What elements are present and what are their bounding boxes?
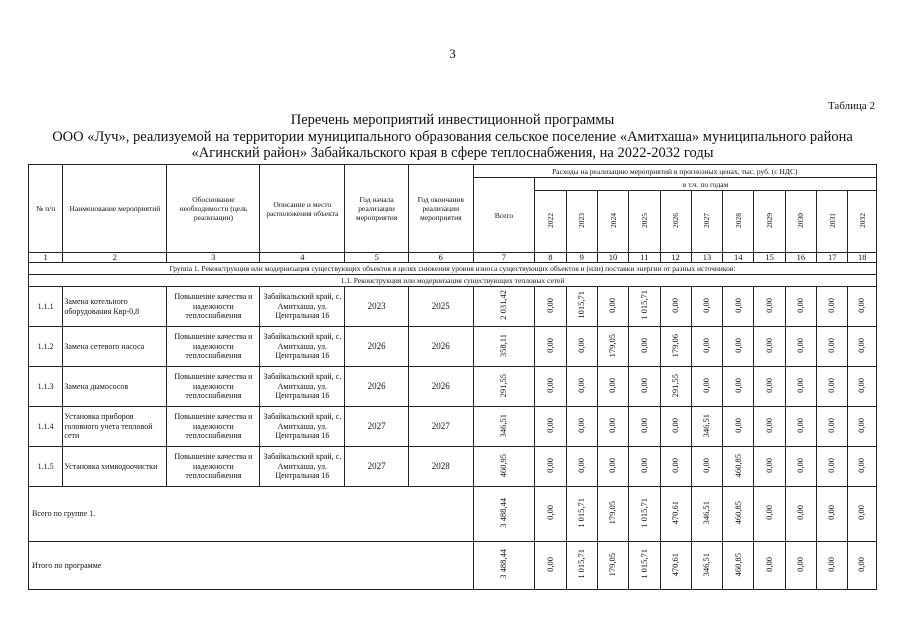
row-year-value: 460,85 [732, 453, 743, 477]
header-year-2027-cell [691, 191, 722, 253]
row-year-value-cell [566, 407, 597, 447]
row-year-value-cell [535, 367, 566, 407]
row-year-value: 0,00 [856, 377, 867, 393]
row-justification: Повышение качества и надежности теплоснабжения [167, 287, 260, 327]
investment-program-table [28, 164, 877, 590]
row-year-value-cell [817, 327, 848, 367]
row-year-value-cell [597, 447, 628, 487]
row-year-value: 0,00 [607, 457, 618, 473]
row-year-value-cell [660, 287, 691, 327]
row-year-value: 0,00 [826, 297, 837, 313]
title-line-3: «Агинский район» Забайкальского края в сфере теплоснабжения, на 2022-2032 годы [191, 145, 714, 161]
header-year-2029: 2029 [765, 213, 775, 228]
row-year-value: 0,00 [795, 297, 806, 313]
row-year-value: 0,00 [669, 297, 680, 313]
header-year-2028: 2028 [733, 213, 743, 228]
row-end-year: 2026 [408, 367, 473, 407]
row-year-value: 0,00 [795, 457, 806, 473]
row-year-value-cell [817, 287, 848, 327]
header-by-years: в т.ч. по годам [535, 178, 877, 191]
row-name: Установка приборов головного учета тепловой сети [63, 407, 167, 447]
column-number: 6 [408, 253, 473, 263]
row-total: 358,11 [498, 333, 509, 357]
row-name: Замена котельного оборудования Квр-0,8 [63, 287, 167, 327]
row-year-value: 0,00 [607, 297, 618, 313]
group-total-row-year-value: 179,05 [607, 501, 618, 525]
header-year-2026: 2026 [671, 213, 681, 228]
row-year-value-cell [629, 367, 660, 407]
group-total-row-year-value: 1 015,71 [638, 497, 649, 528]
row-year-value-cell [597, 407, 628, 447]
row-year-value: 0,00 [544, 417, 555, 433]
row-total: 2 031,42 [498, 290, 509, 321]
header-year-2032: 2032 [857, 213, 867, 228]
row-year-value-cell [691, 287, 722, 327]
column-number: 15 [754, 253, 785, 263]
row-year-value-cell [566, 327, 597, 367]
row-total-cell [473, 327, 535, 367]
row-start-year: 2026 [345, 327, 409, 367]
program-total-row-year-value: 0,00 [763, 556, 774, 572]
row-total: 460,95 [498, 453, 509, 477]
row-year-value-cell [566, 447, 597, 487]
column-number: 11 [629, 253, 660, 263]
row-year-value: 0,00 [763, 457, 774, 473]
row-year-value-cell [723, 287, 754, 327]
column-number: 4 [260, 253, 345, 263]
row-year-value-cell [597, 327, 628, 367]
group-total-row-year-value: 470,61 [669, 501, 680, 525]
row-year-value: 0,00 [544, 297, 555, 313]
row-year-value: 0,00 [763, 337, 774, 353]
program-total-row-year-value: 179,05 [607, 552, 618, 576]
row-year-value: 0,00 [638, 417, 649, 433]
header-year-2029-cell [754, 191, 785, 253]
group-total-row-year-value-cell [817, 487, 848, 542]
program-total-row-year-value-cell [566, 542, 597, 590]
row-year-value: 0,00 [575, 457, 586, 473]
row-year-value-cell [754, 407, 785, 447]
program-total-row-year-value-cell [660, 542, 691, 590]
row-start-year: 2027 [345, 407, 409, 447]
header-year-2027: 2027 [702, 213, 712, 228]
row-year-value-cell [848, 407, 877, 447]
header-year-2024-cell [597, 191, 628, 253]
program-total-row-year-value-cell [848, 542, 877, 590]
header-year-2022-cell [535, 191, 566, 253]
row-year-value: 0,00 [763, 377, 774, 393]
row-year-value-cell [691, 447, 722, 487]
row-year-value: 0,00 [638, 457, 649, 473]
row-year-value: 0,00 [544, 377, 555, 393]
header-num: № п/п [29, 165, 63, 253]
row-location: Забайкальский край, с. Амитхаша, ул. Центральная 16 [260, 407, 345, 447]
column-number: 16 [785, 253, 816, 263]
row-year-value: 0,00 [826, 337, 837, 353]
header-total: Всего [473, 178, 535, 253]
row-num: 1.1.1 [29, 287, 63, 327]
column-number: 10 [597, 253, 628, 263]
group-total-row-year-value: 0,00 [544, 505, 555, 521]
column-number: 7 [473, 253, 535, 263]
row-year-value-cell [691, 367, 722, 407]
row-year-value: 0,00 [795, 337, 806, 353]
row-year-value: 1 015,71 [638, 290, 649, 321]
row-year-value: 0,00 [607, 417, 618, 433]
program-total-row-year-value: 0,00 [795, 556, 806, 572]
program-total-row-year-value-cell [597, 542, 628, 590]
column-number: 12 [660, 253, 691, 263]
row-year-value: 0,00 [669, 417, 680, 433]
row-year-value-cell [785, 367, 816, 407]
header-year-2023-cell [566, 191, 597, 253]
column-number: 3 [167, 253, 260, 263]
row-year-value: 0,00 [701, 377, 712, 393]
row-year-value: 0,00 [763, 297, 774, 313]
group-total-row-year-value: 460,85 [732, 501, 743, 525]
row-justification: Повышение качества и надежности теплоснабжения [167, 447, 260, 487]
program-total-row-label: Итого по программе [29, 542, 474, 590]
row-year-value: 0,00 [732, 417, 743, 433]
row-total: 346,51 [498, 413, 509, 437]
column-number: 1 [29, 253, 63, 263]
row-year-value-cell [597, 287, 628, 327]
row-year-value-cell [535, 287, 566, 327]
row-year-value: 179,06 [669, 333, 680, 357]
row-year-value: 0,00 [575, 377, 586, 393]
page-number: 3 [449, 46, 456, 61]
row-location: Забайкальский край, с. Амитхаша, ул. Центральная 16 [260, 447, 345, 487]
header-justification: Обоснование необходимости (цель реализации) [167, 165, 260, 253]
row-year-value: 0,00 [607, 377, 618, 393]
subgroup-label: 1.1. Реконструкция или модернизация существующих тепловых сетей [29, 275, 877, 287]
header-year-2023: 2023 [577, 213, 587, 228]
header-year-2032-cell [848, 191, 877, 253]
header-end-year: Год окончания реализации мероприятия [408, 165, 473, 253]
row-year-value: 0,00 [575, 337, 586, 353]
row-year-value: 0,00 [638, 377, 649, 393]
row-year-value-cell [785, 407, 816, 447]
row-year-value: 0,00 [638, 337, 649, 353]
row-year-value-cell [629, 407, 660, 447]
row-year-value: 0,00 [701, 337, 712, 353]
program-total-row-year-value-cell [723, 542, 754, 590]
header-expenses: Расходы на реализацию мероприятий в прогнозных ценах, тыс. руб. (с НДС) [473, 165, 876, 178]
program-total-row-year-value-cell [535, 542, 566, 590]
header-year-2024: 2024 [608, 213, 618, 228]
group-total-row-year-value-cell [754, 487, 785, 542]
row-year-value-cell [535, 407, 566, 447]
program-total-row-year-value-cell [785, 542, 816, 590]
program-total-row-year-value-cell [754, 542, 785, 590]
row-year-value: 0,00 [795, 417, 806, 433]
row-year-value-cell [785, 287, 816, 327]
row-year-value-cell [629, 287, 660, 327]
row-total-cell [473, 447, 535, 487]
header-start-year: Год начала реализации мероприятия [345, 165, 409, 253]
row-year-value: 0,00 [826, 457, 837, 473]
row-year-value-cell [817, 367, 848, 407]
program-total-row-total: 3 488,44 [498, 549, 509, 580]
table-row [29, 367, 877, 407]
group-total-row-year-value: 0,00 [795, 505, 806, 521]
table-row [29, 327, 877, 367]
program-total-row-year-value: 470,61 [669, 552, 680, 576]
row-year-value-cell [660, 327, 691, 367]
row-year-value-cell [785, 327, 816, 367]
group-total-row-year-value-cell [535, 487, 566, 542]
header-year-2026-cell [660, 191, 691, 253]
row-end-year: 2025 [408, 287, 473, 327]
header-year-2030: 2030 [796, 213, 806, 228]
group-total-row-year-value-cell [566, 487, 597, 542]
group-total-row-year-value-cell [597, 487, 628, 542]
row-year-value: 346,51 [701, 413, 712, 437]
row-year-value-cell [848, 327, 877, 367]
row-year-value-cell [848, 367, 877, 407]
row-year-value-cell [535, 327, 566, 367]
row-year-value: 0,00 [732, 337, 743, 353]
row-end-year: 2026 [408, 327, 473, 367]
row-year-value-cell [566, 287, 597, 327]
group-1-label: Группа 1. Реконструкция или модернизация существующих объектов в целях снижения уровня износа существующих объектов и (или) поставки энергии от разных источников: [29, 263, 877, 275]
row-start-year: 2026 [345, 367, 409, 407]
header-year-2025-cell [629, 191, 660, 253]
column-number: 18 [848, 253, 877, 263]
group-total-row-year-value: 1 015,71 [575, 497, 586, 528]
group-total-row-year-value-cell [660, 487, 691, 542]
row-year-value-cell [723, 367, 754, 407]
header-location: Описание и место расположения объекта [260, 165, 345, 253]
row-year-value-cell [535, 447, 566, 487]
row-total-cell [473, 367, 535, 407]
row-location: Забайкальский край, с. Амитхаша, ул. Центральная 16 [260, 287, 345, 327]
program-total-row-year-value-cell [817, 542, 848, 590]
program-total-row-total-cell [473, 542, 535, 590]
row-end-year: 2027 [408, 407, 473, 447]
row-year-value-cell [754, 287, 785, 327]
row-name: Замена дымососов [63, 367, 167, 407]
row-year-value-cell [660, 447, 691, 487]
row-year-value: 0,00 [575, 417, 586, 433]
row-num: 1.1.4 [29, 407, 63, 447]
row-name: Установка химводоочистки [63, 447, 167, 487]
title-line-2: ООО «Луч», реализуемой на территории муниципального образования сельское поселение «Амитхаша» муниципального района [52, 128, 853, 145]
group-total-row-label: Всего по группе 1. [29, 487, 474, 542]
group-total-row-year-value-cell [785, 487, 816, 542]
header-year-2031-cell [817, 191, 848, 253]
program-total-row-year-value: 0,00 [544, 556, 555, 572]
table-row [29, 447, 877, 487]
row-year-value-cell [566, 367, 597, 407]
row-year-value-cell [629, 447, 660, 487]
row-year-value: 0,00 [763, 417, 774, 433]
header-name: Наименование мероприятий [63, 165, 167, 253]
row-year-value: 0,00 [856, 297, 867, 313]
program-total-row-year-value: 0,00 [826, 556, 837, 572]
row-year-value: 0,00 [701, 297, 712, 313]
row-year-value: 291,55 [669, 373, 680, 397]
row-year-value-cell [691, 327, 722, 367]
row-year-value-cell [660, 407, 691, 447]
header-year-2030-cell [785, 191, 816, 253]
program-total-row-year-value-cell [691, 542, 722, 590]
program-total-row-year-value: 1 015,71 [575, 549, 586, 580]
row-num: 1.1.2 [29, 327, 63, 367]
row-year-value-cell [848, 287, 877, 327]
group-total-row-year-value-cell [848, 487, 877, 542]
column-number: 17 [817, 253, 848, 263]
row-start-year: 2023 [345, 287, 409, 327]
row-year-value: 0,00 [856, 457, 867, 473]
column-number: 9 [566, 253, 597, 263]
row-year-value-cell [785, 447, 816, 487]
row-year-value: 0,00 [544, 337, 555, 353]
row-total-cell [473, 287, 535, 327]
row-year-value-cell [723, 447, 754, 487]
row-num: 1.1.3 [29, 367, 63, 407]
row-year-value-cell [754, 447, 785, 487]
title-line-1: Перечень мероприятий инвестиционной программы [290, 112, 615, 128]
header-year-2031: 2031 [827, 213, 837, 228]
column-number: 14 [723, 253, 754, 263]
row-year-value: 1015,71 [575, 291, 586, 320]
group-total-row-year-value-cell [723, 487, 754, 542]
column-number: 8 [535, 253, 566, 263]
row-year-value-cell [723, 407, 754, 447]
row-year-value-cell [691, 407, 722, 447]
row-year-value-cell [848, 447, 877, 487]
row-year-value: 0,00 [826, 417, 837, 433]
row-year-value: 0,00 [544, 457, 555, 473]
header-year-2025: 2025 [639, 213, 649, 228]
row-justification: Повышение качества и надежности теплоснабжения [167, 407, 260, 447]
row-year-value: 0,00 [826, 377, 837, 393]
row-year-value: 0,00 [669, 457, 680, 473]
group-total-row-year-value: 0,00 [856, 505, 867, 521]
row-year-value-cell [597, 367, 628, 407]
row-year-value-cell [723, 327, 754, 367]
row-start-year: 2027 [345, 447, 409, 487]
row-year-value-cell [754, 327, 785, 367]
group-total-row-year-value: 0,00 [826, 505, 837, 521]
row-year-value: 0,00 [732, 377, 743, 393]
row-year-value: 0,00 [732, 297, 743, 313]
document-title [0, 112, 905, 162]
row-year-value: 0,00 [856, 337, 867, 353]
program-total-row-year-value-cell [629, 542, 660, 590]
table-row [29, 287, 877, 327]
row-year-value-cell [754, 367, 785, 407]
program-total-row-year-value: 346,51 [701, 552, 712, 576]
group-total-row-year-value: 0,00 [763, 505, 774, 521]
header-year-2022: 2022 [545, 213, 555, 228]
row-justification: Повышение качества и надежности теплоснабжения [167, 327, 260, 367]
group-total-row-total-cell [473, 487, 535, 542]
row-year-value-cell [629, 327, 660, 367]
row-year-value: 179,05 [607, 333, 618, 357]
group-total-row-year-value: 346,51 [701, 501, 712, 525]
program-total-row [29, 542, 877, 590]
header-year-2028-cell [723, 191, 754, 253]
column-number: 13 [691, 253, 722, 263]
row-location: Забайкальский край, с. Амитхаша, ул. Центральная 16 [260, 367, 345, 407]
row-total-cell [473, 407, 535, 447]
row-location: Забайкальский край, с. Амитхаша, ул. Центральная 16 [260, 327, 345, 367]
row-justification: Повышение качества и надежности теплоснабжения [167, 367, 260, 407]
row-year-value: 0,00 [701, 457, 712, 473]
table-row [29, 407, 877, 447]
group-total-row-total: 3 488,44 [498, 497, 509, 528]
table-label: Таблица 2 [827, 100, 875, 112]
group-total-row [29, 487, 877, 542]
row-year-value: 0,00 [856, 417, 867, 433]
row-total: 291,55 [498, 373, 509, 397]
program-total-row-year-value: 460,85 [732, 552, 743, 576]
program-total-row-year-value: 0,00 [856, 556, 867, 572]
row-year-value-cell [660, 367, 691, 407]
column-number: 2 [63, 253, 167, 263]
row-end-year: 2028 [408, 447, 473, 487]
group-total-row-year-value-cell [691, 487, 722, 542]
row-num: 1.1.5 [29, 447, 63, 487]
row-name: Замена сетевого насоса [63, 327, 167, 367]
program-total-row-year-value: 1 015,71 [638, 549, 649, 580]
row-year-value-cell [817, 447, 848, 487]
group-total-row-year-value-cell [629, 487, 660, 542]
column-number: 5 [345, 253, 409, 263]
row-year-value-cell [817, 407, 848, 447]
row-year-value: 0,00 [795, 377, 806, 393]
